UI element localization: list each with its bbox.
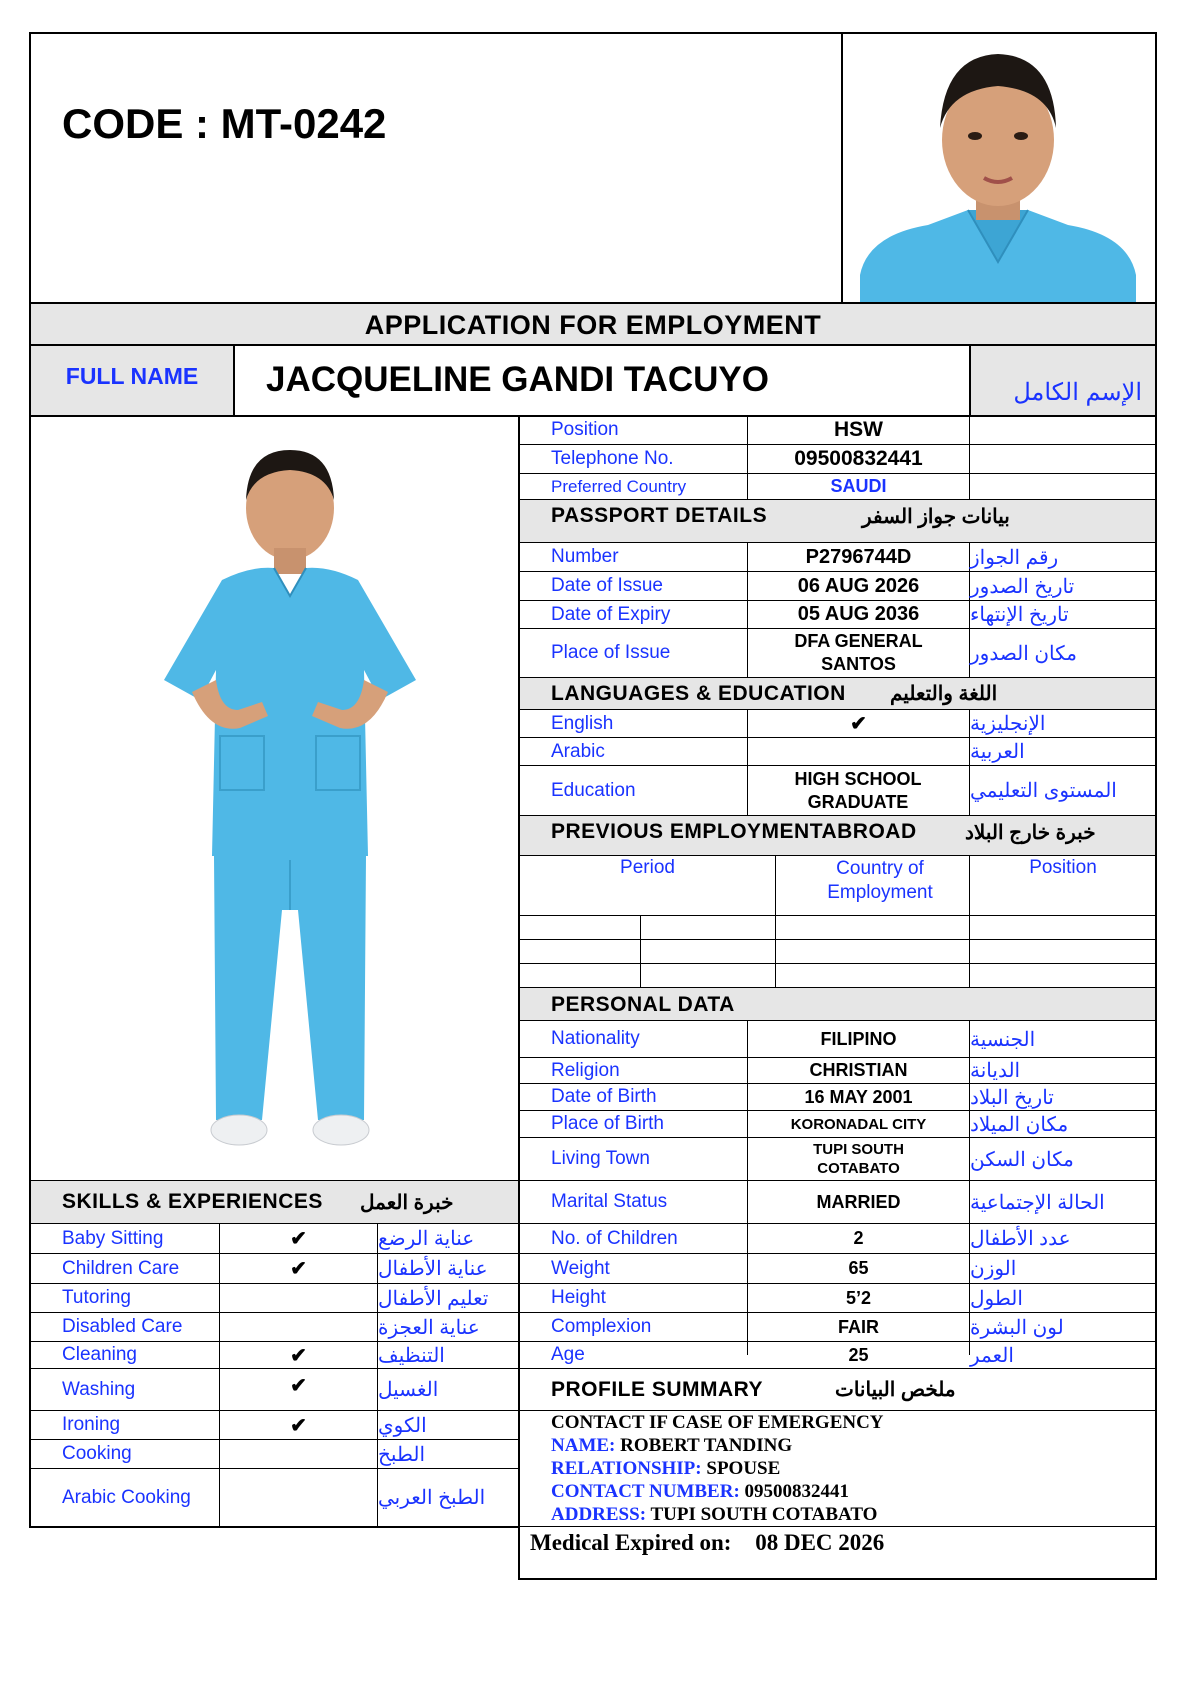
skill-baby-sitting: Baby Sitting bbox=[62, 1227, 164, 1249]
place-of-issue-value: DFA GENERAL SANTOS bbox=[794, 631, 923, 674]
emergency-name-label: NAME: bbox=[551, 1435, 616, 1456]
period-column-header: Period bbox=[620, 857, 675, 878]
nationality-label-ar: الجنسية bbox=[970, 1028, 1036, 1051]
date-of-birth-value: 16 MAY 2001 bbox=[804, 1086, 913, 1107]
age-label: Age bbox=[551, 1344, 585, 1365]
skill-baby-sitting-ar: عناية الرضع bbox=[378, 1228, 475, 1250]
skill-cleaning-check: ✔ bbox=[290, 1344, 307, 1367]
height-label-ar: الطول bbox=[970, 1287, 1023, 1310]
emergency-address-value: TUPI SOUTH COTABATO bbox=[650, 1504, 878, 1525]
skill-disabled-care-check bbox=[220, 1313, 377, 1341]
medical-expiry bbox=[530, 1530, 884, 1556]
education-value: HIGH SCHOOL GRADUATE bbox=[794, 768, 922, 812]
profile-heading-ar: ملخص البيانات bbox=[835, 1379, 956, 1401]
english-check: ✔ bbox=[850, 713, 867, 735]
marital-status-value: MARRIED bbox=[816, 1191, 901, 1212]
date-of-issue-label: Date of Issue bbox=[551, 575, 663, 596]
full-name-label-ar: الإسم الكامل bbox=[1013, 379, 1142, 406]
skill-tutoring-ar: تعليم الأطفال bbox=[378, 1287, 489, 1310]
skill-baby-sitting-check: ✔ bbox=[290, 1228, 307, 1250]
arabic-label-ar: العربية bbox=[970, 741, 1025, 763]
emergency-address-label: ADDRESS: bbox=[551, 1504, 647, 1525]
complexion-label: Complexion bbox=[551, 1316, 652, 1337]
passport-number-label: Number bbox=[551, 546, 619, 567]
full-name-value: JACQUELINE GANDI TACUYO bbox=[266, 360, 769, 399]
form-title: APPLICATION FOR EMPLOYMENT bbox=[364, 310, 822, 340]
marital-status-label-ar: الحالة الإجتماعية bbox=[970, 1191, 1105, 1214]
living-town-label: Living Town bbox=[551, 1148, 650, 1169]
skill-children-care-ar: عناية الأطفال bbox=[378, 1258, 488, 1280]
passport-heading: PASSPORT DETAILS bbox=[551, 504, 768, 527]
height-value: 5’2 bbox=[845, 1287, 872, 1308]
position-value: HSW bbox=[834, 418, 883, 441]
passport-heading-ar: بيانات جواز السفر bbox=[862, 505, 1010, 528]
living-town-label-ar: مكان السكن bbox=[970, 1148, 1074, 1171]
skill-ironing-ar: الكوي bbox=[378, 1414, 427, 1437]
skill-cooking-check bbox=[220, 1440, 377, 1468]
arabic-check bbox=[748, 738, 969, 765]
date-of-expiry-label: Date of Expiry bbox=[551, 603, 671, 625]
nationality-label: Nationality bbox=[551, 1028, 640, 1049]
skill-disabled-care-ar: عناية العجزة bbox=[378, 1316, 480, 1339]
children-value: 2 bbox=[853, 1228, 864, 1248]
date-of-expiry-label-ar: تاريخ الإنتهاء bbox=[970, 604, 1069, 626]
date-of-issue-label-ar: تاريخ الصدور bbox=[970, 575, 1075, 598]
skill-children-care: Children Care bbox=[62, 1257, 180, 1279]
preferred-country-value: SAUDI bbox=[830, 476, 887, 496]
profile-heading: PROFILE SUMMARY bbox=[551, 1377, 764, 1401]
age-label-ar: العمر bbox=[970, 1344, 1014, 1367]
skills-heading: SKILLS & EXPERIENCES bbox=[62, 1190, 323, 1213]
religion-value: CHRISTIAN bbox=[809, 1060, 908, 1080]
children-label-ar: عدد الأطفال bbox=[970, 1228, 1071, 1250]
height-label: Height bbox=[551, 1287, 606, 1308]
emergency-name-value: ROBERT TANDING bbox=[620, 1435, 793, 1456]
religion-label: Religion bbox=[551, 1059, 620, 1081]
children-label: No. of Children bbox=[551, 1227, 678, 1249]
emergency-address bbox=[551, 1504, 877, 1526]
telephone-label: Telephone No. bbox=[551, 448, 674, 469]
employment-heading: PREVIOUS EMPLOYMENTABROAD bbox=[551, 820, 917, 843]
place-of-birth-label-ar: مكان الميلاد bbox=[970, 1113, 1069, 1136]
skill-tutoring-check bbox=[220, 1284, 377, 1312]
position-column-header: Position bbox=[1029, 857, 1097, 878]
emergency-heading: CONTACT IF CASE OF EMERGENCY bbox=[551, 1412, 884, 1433]
religion-label-ar: الديانة bbox=[970, 1060, 1021, 1082]
full-name-label: FULL NAME bbox=[65, 362, 199, 389]
skill-washing-ar: الغسيل bbox=[378, 1379, 439, 1401]
skill-arabic-cooking-check bbox=[220, 1469, 377, 1526]
skills-heading-ar: خبرة العمل bbox=[360, 1191, 454, 1214]
country-column-header: Country of Employment bbox=[827, 858, 933, 903]
weight-value: 65 bbox=[848, 1258, 869, 1278]
place-of-birth-label: Place of Birth bbox=[551, 1113, 664, 1134]
telephone-value: 09500832441 bbox=[794, 447, 923, 470]
marital-status-label: Marital Status bbox=[551, 1191, 668, 1212]
weight-label-ar: الوزن bbox=[970, 1258, 1017, 1280]
portrait-photo bbox=[858, 40, 1138, 302]
skill-cooking-ar: الطبخ bbox=[378, 1443, 426, 1466]
skill-cleaning-ar: التنظيف bbox=[378, 1344, 445, 1367]
education-label: Education bbox=[551, 779, 636, 801]
position-label: Position bbox=[551, 419, 619, 440]
nationality-value: FILIPINO bbox=[820, 1028, 897, 1049]
skill-arabic-cooking-ar: الطبخ العربي bbox=[378, 1487, 486, 1509]
date-of-issue-value: 06 AUG 2026 bbox=[797, 574, 920, 597]
skill-disabled-care: Disabled Care bbox=[62, 1316, 183, 1337]
skill-arabic-cooking: Arabic Cooking bbox=[62, 1486, 191, 1508]
emergency-contact-value: 09500832441 bbox=[744, 1481, 850, 1502]
date-of-birth-label: Date of Birth bbox=[551, 1086, 657, 1107]
medical-expiry-label: Medical Expired on: bbox=[530, 1530, 732, 1555]
english-label: English bbox=[551, 712, 614, 734]
skill-washing-check: ✔ bbox=[290, 1374, 307, 1397]
emergency-name bbox=[551, 1435, 792, 1457]
age-value: 25 bbox=[848, 1344, 869, 1365]
complexion-value: FAIR bbox=[837, 1316, 879, 1337]
arabic-label: Arabic bbox=[551, 740, 605, 762]
skill-ironing: Ironing bbox=[62, 1414, 121, 1435]
weight-label: Weight bbox=[551, 1257, 610, 1279]
skill-ironing-check: ✔ bbox=[290, 1414, 307, 1437]
languages-heading: LANGUAGES & EDUCATION bbox=[551, 681, 846, 705]
full-body-photo bbox=[150, 440, 430, 1170]
complexion-label-ar: لون البشرة bbox=[970, 1316, 1064, 1339]
emergency-relationship-label: RELATIONSHIP: bbox=[551, 1458, 702, 1479]
skill-cooking: Cooking bbox=[62, 1443, 132, 1464]
skill-cleaning: Cleaning bbox=[62, 1344, 137, 1365]
date-of-expiry-value: 05 AUG 2036 bbox=[797, 603, 920, 625]
medical-expiry-value: 08 DEC 2026 bbox=[755, 1530, 885, 1555]
preferred-country-label: Preferred Country bbox=[551, 476, 687, 496]
emergency-relationship bbox=[551, 1458, 780, 1480]
date-of-birth-label-ar: تاريخ البلاد bbox=[970, 1086, 1054, 1109]
personal-heading: PERSONAL DATA bbox=[551, 992, 735, 1016]
emergency-contact-label: CONTACT NUMBER: bbox=[551, 1481, 740, 1502]
skill-washing: Washing bbox=[62, 1378, 136, 1400]
skill-children-care-check: ✔ bbox=[290, 1258, 307, 1280]
languages-heading-ar: اللغة والتعليم bbox=[890, 683, 998, 705]
emergency-relationship-value: SPOUSE bbox=[706, 1458, 781, 1479]
passport-number-label-ar: رقم الجواز bbox=[970, 546, 1059, 569]
education-label-ar: المستوى التعليمي bbox=[970, 780, 1117, 802]
place-of-birth-value: KORONADAL CITY bbox=[790, 1115, 927, 1133]
english-label-ar: الإنجليزية bbox=[970, 713, 1046, 735]
skill-tutoring: Tutoring bbox=[62, 1287, 131, 1308]
passport-number-value: P2796744D bbox=[805, 545, 912, 568]
place-of-issue-label: Place of Issue bbox=[551, 642, 671, 663]
code-title: CODE : MT-0242 bbox=[62, 100, 387, 147]
place-of-issue-label-ar: مكان الصدور bbox=[970, 642, 1077, 665]
living-town-value: TUPI SOUTH COTABATO bbox=[813, 1141, 904, 1177]
emergency-contact bbox=[551, 1481, 849, 1503]
employment-heading-ar: خبرة خارج البلاد bbox=[965, 821, 1096, 844]
